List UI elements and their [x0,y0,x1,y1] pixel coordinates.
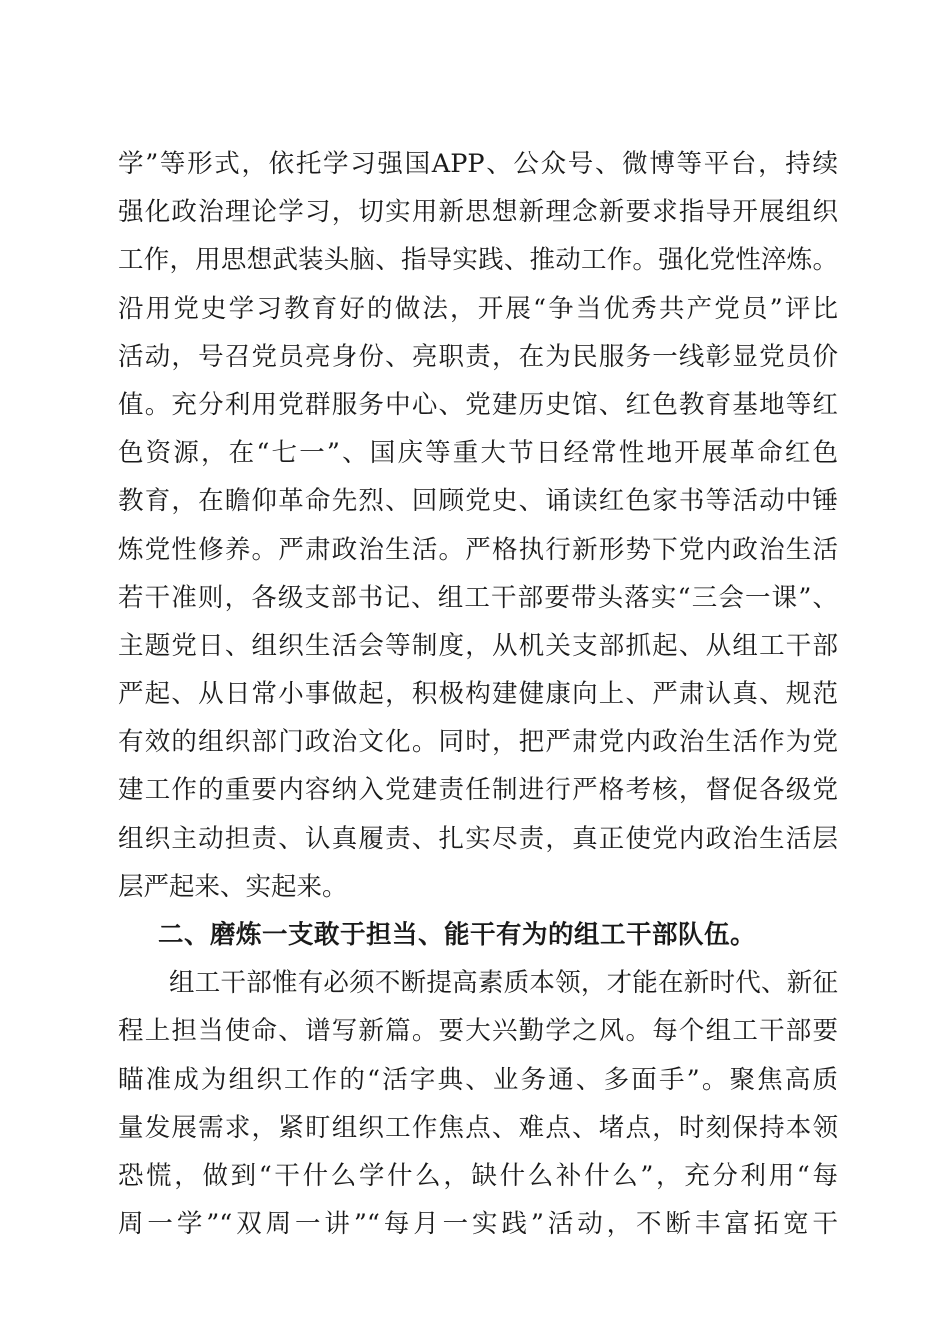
paragraph-first-line: 组工干部惟有必须不断提高素质本领，才能在新时代、新征 [169,968,838,999]
text-line: 色资源，在“七一”、国庆等重大节日经常性地开展革命红色 [118,438,838,469]
text-line: 严起、从日常小事做起，积极构建健康向上、严肃认真、规范 [118,679,838,710]
text-line: 周一学”“双周一讲”“每月一实践”活动，不断丰富拓宽干 [118,1209,838,1240]
body-text [118,140,838,1248]
text-line: 工作，用思想武装头脑、指导实践、推动工作。强化党性淬炼。 [118,245,838,276]
text-line: 教育，在瞻仰革命先烈、回顾党史、诵读红色家书等活动中锤 [118,486,838,517]
text-line: 炼党性修养。严肃政治生活。严格执行新形势下党内政治生活 [118,534,838,565]
text-line: 值。充分利用党群服务中心、党建历史馆、红色教育基地等红 [118,389,838,420]
text-line: 有效的组织部门政治文化。同时，把严肃党内政治生活作为党 [118,727,838,758]
text-line: 沿用党史学习教育好的做法，开展“争当优秀共产党员”评比 [118,293,838,324]
text-line: 程上担当使命、谱写新篇。要大兴勤学之风。每个组工干部要 [118,1016,838,1047]
text-line: 恐慌，做到“干什么学什么，缺什么补什么”，充分利用“每 [118,1160,838,1191]
text-line: 层严起来、实起来。 [118,871,348,902]
text-line: 量发展需求，紧盯组织工作焦点、难点、堵点，时刻保持本领 [118,1112,838,1143]
text-line: 若干准则，各级支部书记、组工干部要带头落实“三会一课”、 [118,582,838,613]
text-line: 组织主动担责、认真履责、扎实尽责，真正使党内政治生活层 [118,823,838,854]
text-line: 活动，号召党员亮身份、亮职责，在为民服务一线彰显党员价 [118,341,838,372]
text-line: 主题党日、组织生活会等制度，从机关支部抓起、从组工干部 [118,630,838,661]
section-heading: 二、磨炼一支敢于担当、能干有为的组工干部队伍。 [158,920,757,950]
text-line: 学”等形式，依托学习强国APP、公众号、微博等平台，持续 [118,149,838,179]
text-line: 瞄准成为组织工作的“活字典、业务通、多面手”。聚焦高质 [118,1064,838,1095]
text-line: 建工作的重要内容纳入党建责任制进行严格考核，督促各级党 [118,775,838,806]
text-line: 强化政治理论学习，切实用新思想新理念新要求指导开展组织 [118,197,838,228]
